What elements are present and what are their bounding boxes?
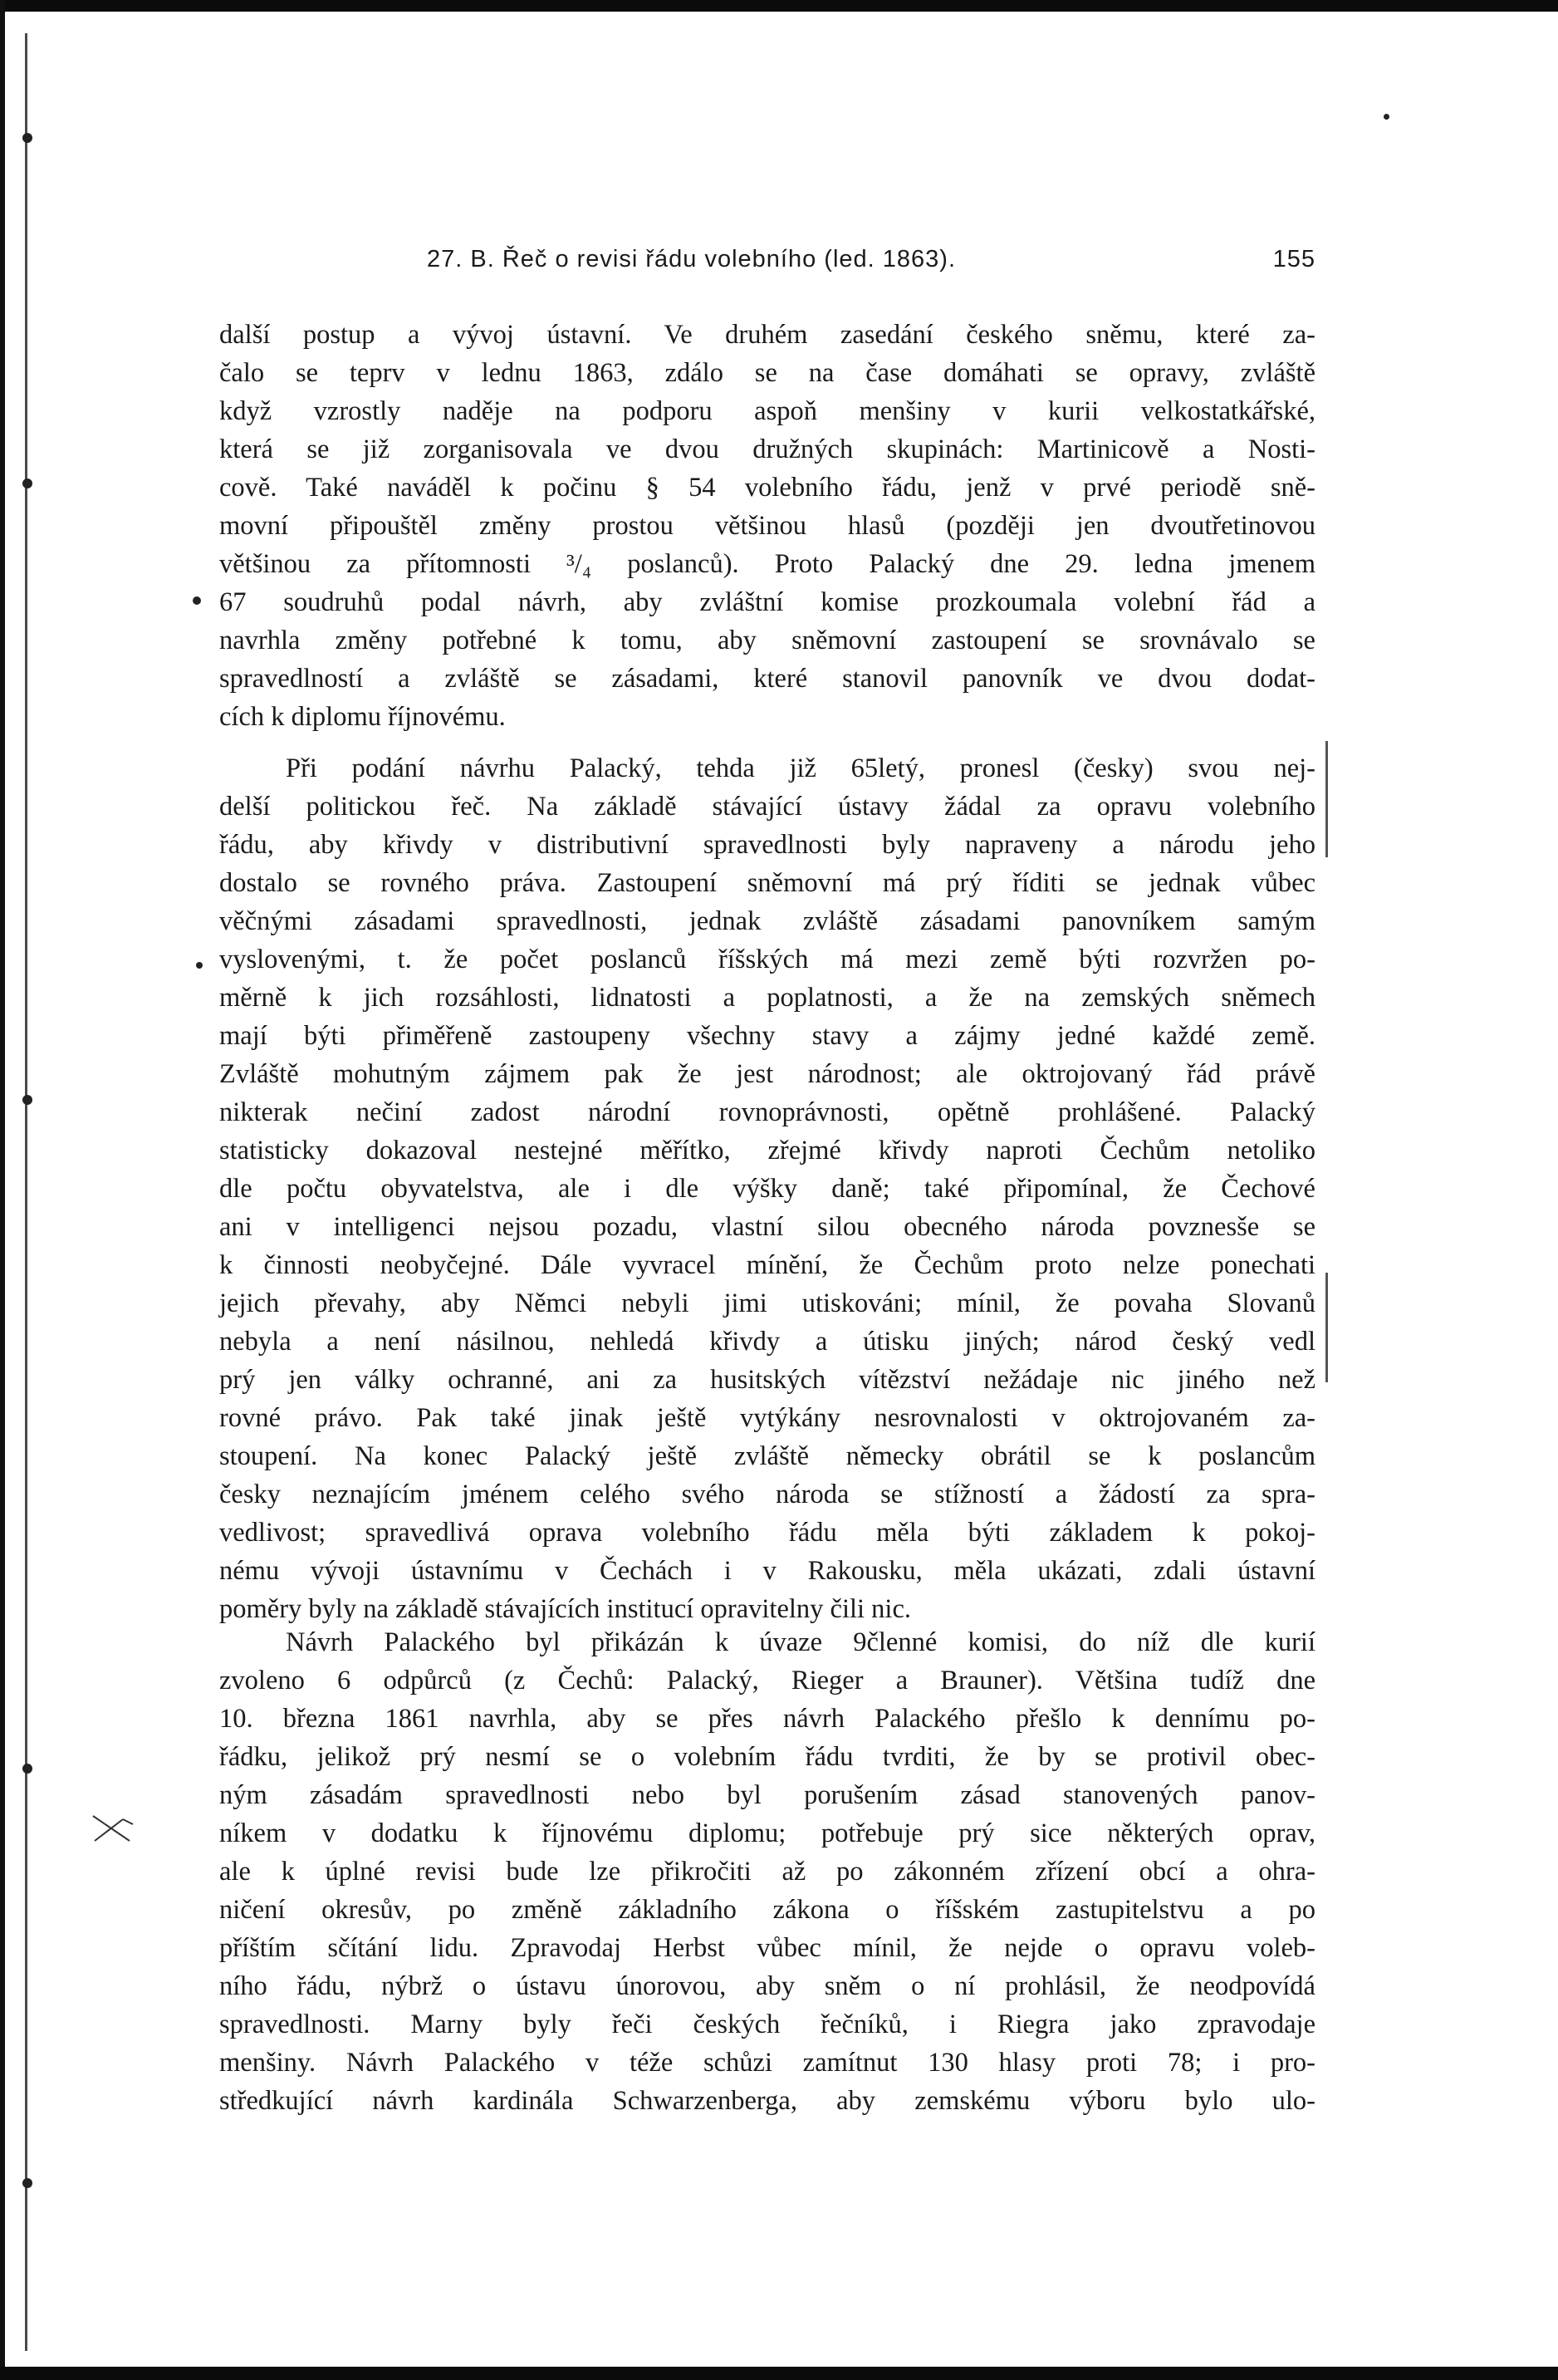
text-line: ným zásadám spravedlnosti nebo byl porušením zásad stanovených panov-	[219, 1780, 1315, 1810]
text-line: věčnými zásadami spravedlnosti, jednak zvláště zásadami panovníkem samým	[219, 906, 1315, 936]
text-line: Zvláště mohutným zájmem pak že jest národnost; ale oktrojovaný řád právě	[219, 1059, 1315, 1089]
text-line: česky neznajícím jménem celého svého národa se stížností a žádostí za spra-	[219, 1480, 1315, 1509]
text-line: menšiny. Návrh Palackého v téže schůzi zamítnut 130 hlasy proti 78; i pro-	[219, 2048, 1315, 2078]
margin-mark	[22, 1095, 32, 1105]
text-line: když vzrostly naděje na podporu aspoň menšiny v kurii velkostatkářské,	[219, 396, 1315, 426]
margin-mark	[22, 478, 32, 488]
text-line: řádu, aby křivdy v distributivní spravedlnosti byly napraveny a národu jeho	[219, 830, 1315, 860]
text-line: spravedlností a zvláště se zásadami, které stanovil panovník ve dvou dodat-	[219, 664, 1315, 694]
page-number: 155	[1272, 246, 1315, 272]
margin-mark	[22, 133, 32, 143]
text-line: delší politickou řeč. Na základě stávající ústavy žádal za opravu volebního	[219, 792, 1315, 822]
margin-rule	[25, 33, 27, 2351]
text-line: rovné právo. Pak také jinak ještě vytýkány nesrovnalosti v oktrojovaném za-	[219, 1403, 1315, 1433]
text-line: ani v intelligenci nejsou pozadu, vlastní silou obecného národa povznesše se	[219, 1212, 1315, 1242]
text-line: nému vývoji ústavnímu v Čechách i v Rakousku, měla ukázati, zdali ústavní	[219, 1556, 1315, 1586]
text-line: vyslovenými, t. že počet poslanců říšských má mezi země býti rozvržen po-	[219, 945, 1315, 974]
text-line: většinou za přítomnosti ³/₄ poslanců). Proto Palacký dne 29. ledna jmenem	[219, 549, 1315, 579]
text-line: mají býti přiměřeně zastoupeny všechny stavy a zájmy jedné každé země.	[219, 1021, 1315, 1051]
text-line: měrně k jich rozsáhlosti, lidnatosti a poplatnosti, a že na zemských sněmech	[219, 983, 1315, 1013]
text-line: příštím sčítání lidu. Zpravodaj Herbst vůbec mínil, že nejde o opravu voleb-	[219, 1933, 1315, 1963]
margin-mark	[193, 596, 201, 605]
scan-border-top	[0, 0, 1558, 12]
text-line: vedlivost; spravedlivá oprava volebního řádu měla býti základem k pokoj-	[219, 1518, 1315, 1548]
text-line: řádku, jelikož prý nesmí se o volebním řádu tvrditi, že by se protivil obec-	[219, 1742, 1315, 1772]
text-line: níkem v dodatku k říjnovému diplomu; potřebuje prý sice některých oprav,	[219, 1818, 1315, 1848]
pencil-x-mark	[90, 1813, 136, 1846]
scan-border-left	[0, 0, 5, 2380]
scan-border-bottom	[0, 2367, 1558, 2380]
text-line: navrhla změny potřebné k tomu, aby sněmovní zastoupení se srovnávalo se	[219, 626, 1315, 655]
margin-mark	[22, 2178, 32, 2188]
text-line: nebyla a není násilnou, nehledá křivdy a útisku jiných; národ český vedl	[219, 1327, 1315, 1357]
running-head-title: 27. B. Řeč o revisi řádu volebního (led. 1863).	[427, 246, 956, 272]
running-head	[219, 246, 1315, 279]
text-line: 10. března 1861 navrhla, aby se přes návrh Palackého přešlo k dennímu po-	[219, 1704, 1315, 1734]
text-line: jejich převahy, aby Němci nebyli jimi utiskováni; mínil, že povaha Slovanů	[219, 1288, 1315, 1318]
text-line: nikterak nečiní zadost národní rovnoprávnosti, opětně prohlášené. Palacký	[219, 1097, 1315, 1127]
text-line: k činnosti neobyčejné. Dále vyvracel mínění, že Čechům proto nelze ponechati	[219, 1250, 1315, 1280]
text-line: poměry byly na základě stávajících institucí opravitelny čili nic.	[219, 1594, 912, 1624]
text-line: movní připouštěl změny prostou většinou hlasů (později jen dvoutřetinovou	[219, 511, 1315, 541]
text-line: spravedlnosti. Marny byly řeči českých řečníků, i Riegra jako zpravodaje	[219, 2010, 1315, 2039]
margin-mark	[22, 1764, 32, 1774]
text-line: statisticky dokazoval nestejné měřítko, zřejmé křivdy naproti Čechům netoliko	[219, 1136, 1315, 1165]
margin-bracket	[1325, 741, 1328, 857]
text-line: ničení okresův, po změně základního zákona o říšském zastupitelstvu a po	[219, 1895, 1315, 1925]
text-line: středkující návrh kardinála Schwarzenberga, aby zemskému výboru bylo ulo-	[219, 2086, 1315, 2116]
text-line: ale k úplné revisi bude lze přikročiti až po zákonném zřízení obcí a ohra-	[219, 1857, 1315, 1887]
text-line: 67 soudruhů podal návrh, aby zvláštní komise prozkoumala volební řád a	[219, 587, 1315, 617]
text-line: ního řádu, nýbrž o ústavu únorovou, aby sněm o ní prohlásil, že neodpovídá	[219, 1971, 1315, 2001]
margin-mark	[1384, 114, 1389, 120]
text-line: dle počtu obyvatelstva, ale i dle výšky daně; také připomínal, že Čechové	[219, 1174, 1315, 1204]
text-line: čalo se teprv v lednu 1863, zdálo se na čase domáhati se opravy, zvláště	[219, 358, 1315, 388]
text-line: cích k diplomu říjnovému.	[219, 702, 506, 732]
text-line: cově. Také naváděl k počinu § 54 volebního řádu, jenž v prvé periodě sně-	[219, 473, 1315, 503]
text-line: zvoleno 6 odpůrců (z Čechů: Palacký, Rieger a Brauner). Většina tudíž dne	[219, 1666, 1315, 1695]
text-line: prý jen války ochranné, ani za husitských vítězství nežádaje nic jiného než	[219, 1365, 1315, 1395]
text-line: Návrh Palackého byl přikázán k úvaze 9členné komisi, do níž dle kurií	[286, 1627, 1315, 1657]
text-line: Při podání návrhu Palacký, tehda již 65letý, pronesl (česky) svou nej-	[286, 753, 1315, 783]
margin-mark	[196, 962, 203, 969]
text-line: dostalo se rovného práva. Zastoupení sněmovní má prý říditi se jednak vůbec	[219, 868, 1315, 898]
text-line: stoupení. Na konec Palacký ještě zvláště německy obrátil se k poslancům	[219, 1441, 1315, 1471]
margin-bracket	[1325, 1273, 1328, 1382]
text-line: která se již zorganisovala ve dvou družných skupinách: Martinicově a Nosti-	[219, 434, 1315, 464]
text-line: další postup a vývoj ústavní. Ve druhém zasedání českého sněmu, které za-	[219, 320, 1315, 350]
